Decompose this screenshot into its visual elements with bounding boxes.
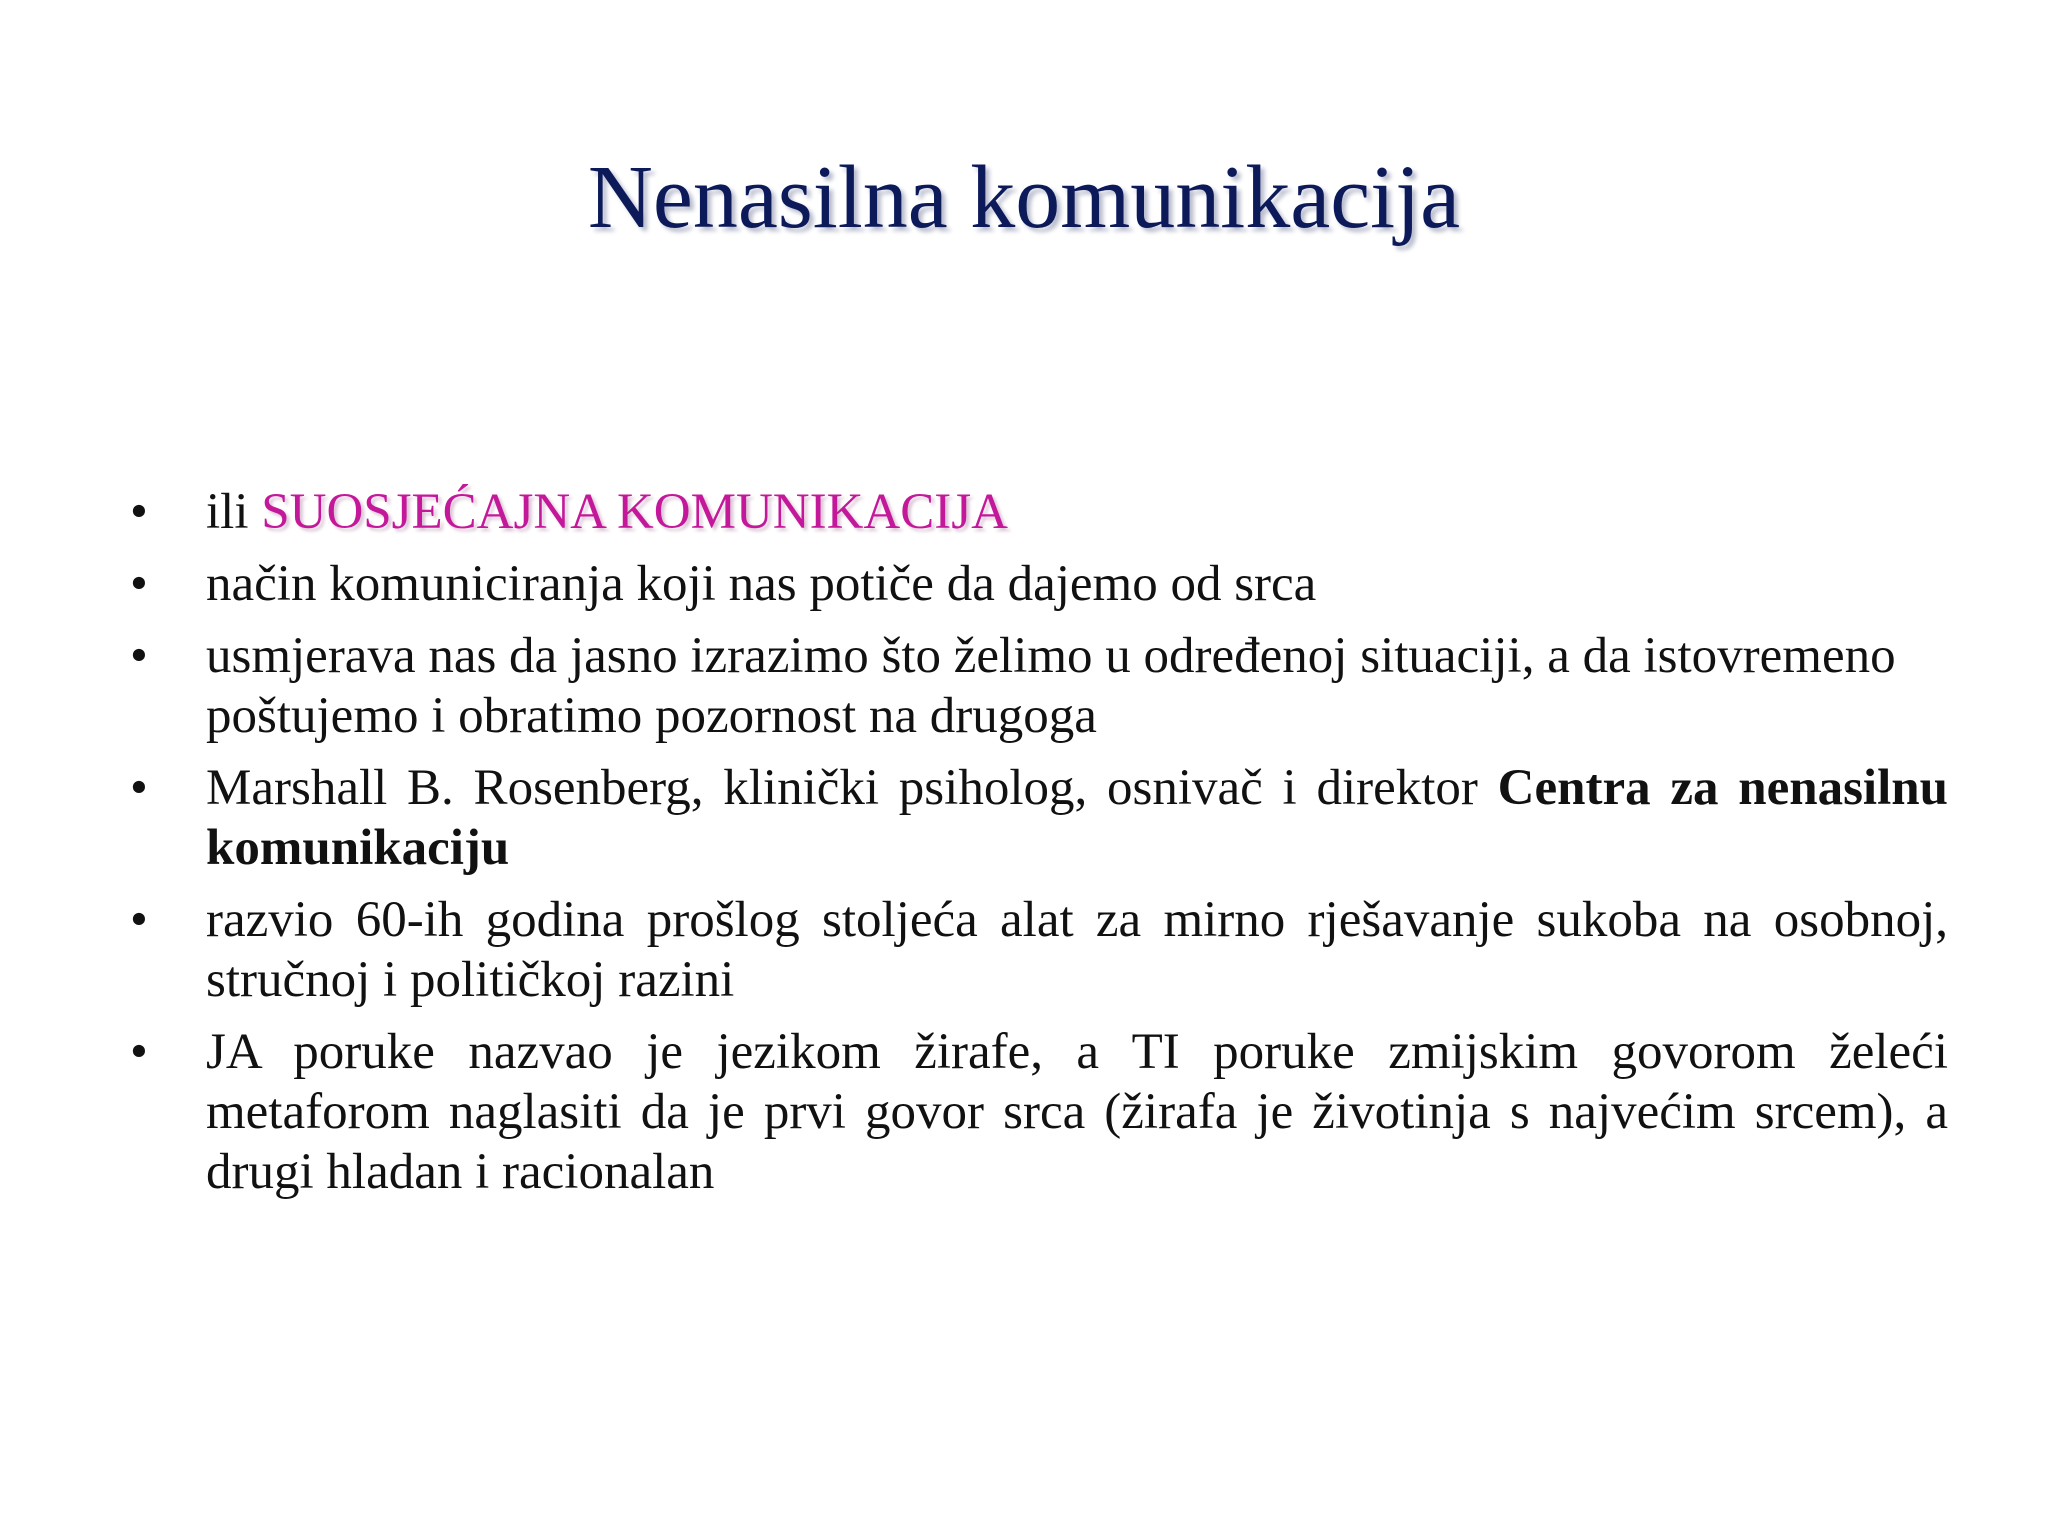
bullet-marker: •: [130, 760, 148, 816]
bullet-item: [130, 890, 1948, 1010]
bold-term: Centra za nenasilnu komunikaciju: [206, 760, 1948, 876]
bullet-text: način komuniciranja koji nas potiče da dajemo od srca: [206, 556, 1317, 612]
slide-title: Nenasilna komunikacija: [587, 148, 1461, 247]
bullet-list: [130, 482, 1948, 1214]
bullet-text: JA poruke nazvao je jezikom žirafe, a TI poruke zmijskim govorom želeći metaforom naglasiti da je prvi govor srca (žirafa je životinja s najvećim srcem), a drugi hladan i racionalan: [206, 1024, 1948, 1200]
bullet-marker: •: [130, 484, 148, 540]
bullet-text: usmjerava nas da jasno izrazimo što želimo u određenoj situaciji, a da istovremeno poštujemo i obratimo pozornost na drugoga: [206, 628, 1896, 744]
highlighted-term: SUOSJEĆAJNA KOMUNIKACIJA: [261, 484, 1008, 540]
bullet-marker: •: [130, 892, 148, 948]
bullet-item: [130, 482, 1948, 542]
bullet-text: [206, 758, 1948, 878]
bullet-marker: •: [130, 556, 148, 612]
bullet-item: [130, 758, 1948, 878]
bullet-text: razvio 60-ih godina prošlog stoljeća alat za mirno rješavanje sukoba na osobnoj, stručnoj i političkoj razini: [206, 892, 1948, 1008]
bullet-text: [206, 482, 1948, 542]
bullet-marker: •: [130, 1024, 148, 1080]
bullet-item: [130, 554, 1948, 614]
bullet-text-prefix: Marshall B. Rosenberg, klinički psiholog, osnivač i direktor: [206, 760, 1498, 816]
bullet-item: [130, 1022, 1948, 1202]
bullet-text-prefix: ili: [206, 484, 262, 540]
bullet-item: [130, 626, 1948, 746]
bullet-marker: •: [130, 628, 148, 684]
